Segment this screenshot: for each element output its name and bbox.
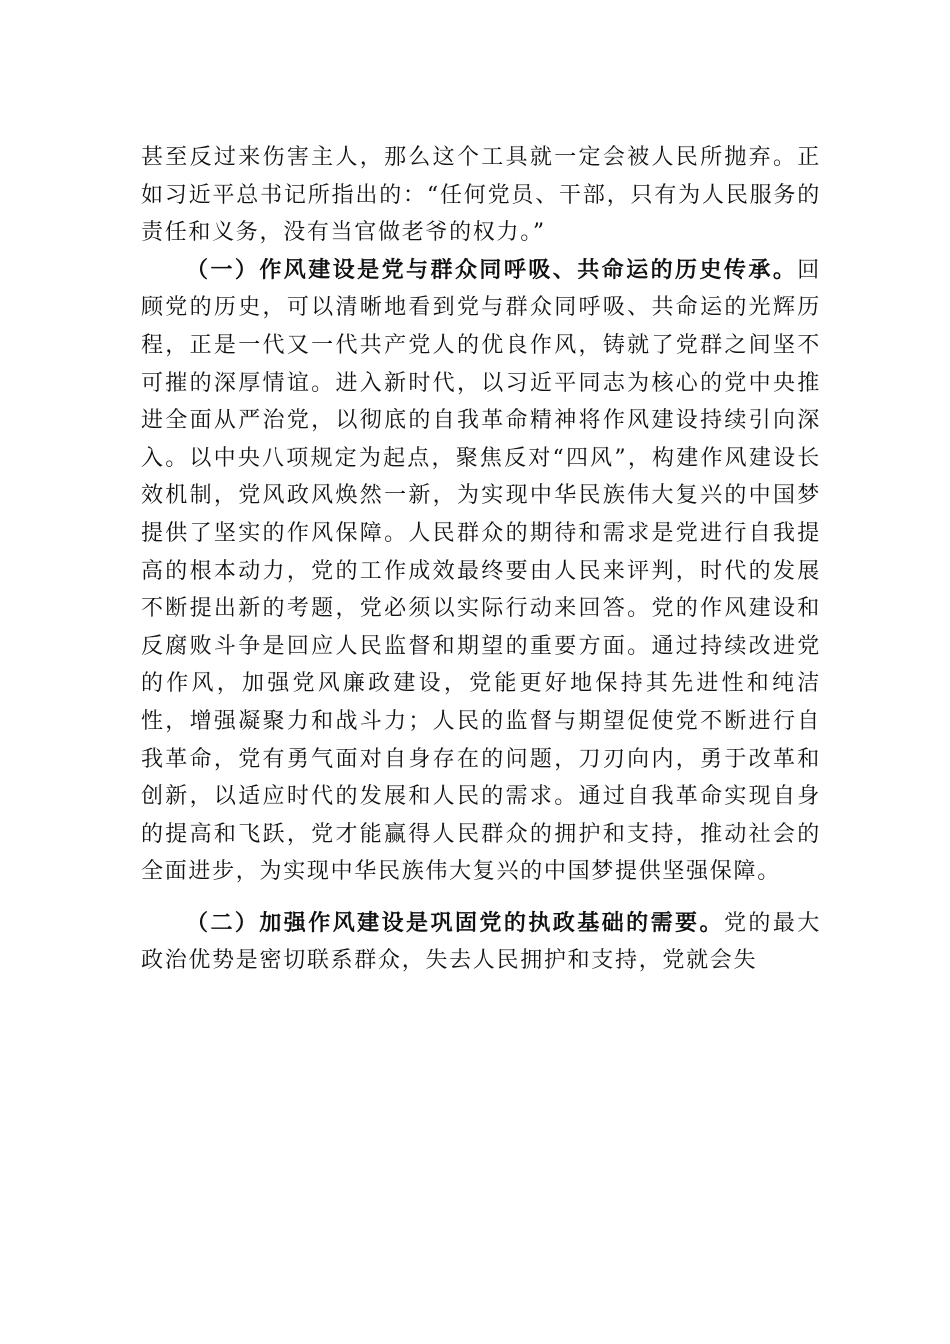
- section-one-paragraph: [141, 252, 821, 891]
- section-one-heading: （一）作风建设是党与群众同呼吸、共命运的历史传承。: [186, 257, 798, 283]
- paragraph-continuation: [141, 139, 821, 252]
- document-page: [141, 139, 821, 980]
- section-two-heading: （二）加强作风建设是巩固党的执政基础的需要。: [186, 910, 724, 936]
- paragraph-text: 党的最大政治优势是密切联系群众，失去人民拥护和支持，党就会失: [141, 910, 821, 974]
- section-two-paragraph: [141, 905, 821, 980]
- paragraph-text: 回顾党的历史，可以清晰地看到党与群众同呼吸、共命运的光辉历程，正是一代又一代共产党人的优良作风，铸就了党群之间坚不可摧的深厚情谊。进入新时代，以习近平同志为核心的党中央推进全面从严治党，以彻底的自我革命精神将作风建设持续引向深入。以中央八项规定为起点，聚焦反对“四风”，构建作风建设长效机制，党风政风焕然一新，为实现中华民族伟大复兴的中国梦提供了坚实的作风保障。人民群众的期待和需求是党进行自我提高的根本动力，党的工作成效最终要由人民来评判，时代的发展不断提出新的考题，党必须以实际行动来回答。党的作风建设和反腐败斗争是回应人民监督和期望的重要方面。通过持续改进党的作风，加强党风廉政建设，党能更好地保持其先进性和纯洁性，增强凝聚力和战斗力；人民的监督与期望促使党不断进行自我革命，党有勇气面对自身存在的问题，刀刃向内，勇于改革和创新，以适应时代的发展和人民的需求。通过自我革命实现自身的提高和飞跃，党才能赢得人民群众的拥护和支持，推动社会的全面进步，为实现中华民族伟大复兴的中国梦提供坚强保障。: [141, 257, 821, 885]
- paragraph-text: 甚至反过来伤害主人，那么这个工具就一定会被人民所抛弃。正如习近平总书记所指出的：“任何党员、干部，只有为人民服务的责任和义务，没有当官做老爷的权力。”: [141, 145, 821, 246]
